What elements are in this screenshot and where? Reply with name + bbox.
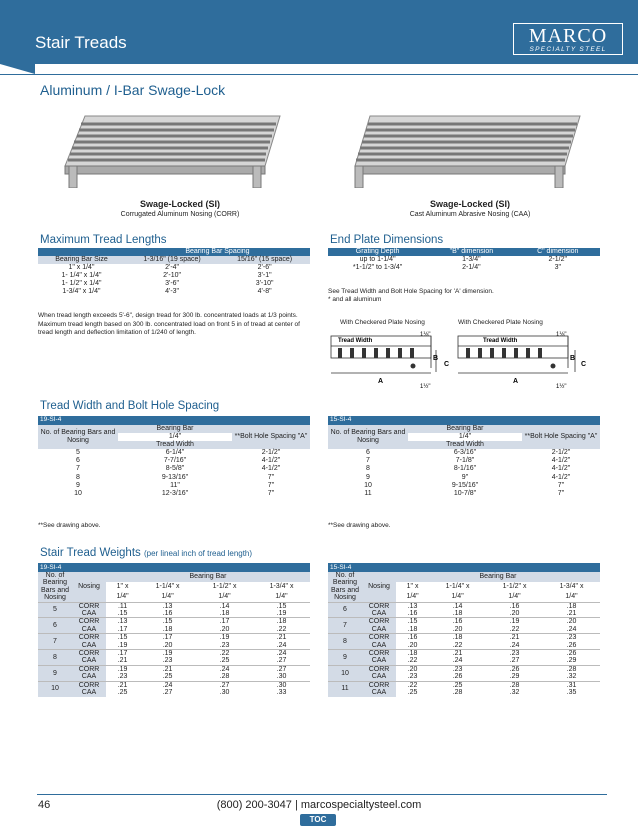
table-row: 6 CORR .13 .14 .16 .18: [328, 602, 600, 610]
b-label-2: B: [570, 355, 576, 362]
page-title: Stair Treads: [35, 33, 127, 52]
max-lengths-note: When tread length exceeds 5'-6", design tread for 300 lb. concentrated loads at 1/3 points. Maximum tread length based on 300 lb. concentrated load on front 5 in of tread at center of tread length and deflection limitation of 1/240 of length.: [38, 312, 300, 336]
tread-width-label-2: Tread Width: [483, 338, 518, 344]
product-desc-1: Corrugated Aluminum Nosing (CORR): [120, 211, 240, 218]
a-label-1: A: [378, 378, 384, 385]
table-row: 9 9" 4-1/2": [366, 473, 571, 481]
weights-title: Stair Tread Weights (per lineal inch of tread length): [40, 547, 253, 559]
page-number: 46: [38, 799, 51, 811]
c-label-1: C: [444, 361, 450, 368]
toc-button[interactable]: TOC: [300, 814, 336, 826]
tread-width-note-1: **See drawing above.: [38, 522, 101, 529]
end-plate-title: End Plate Dimensions: [330, 234, 444, 246]
table-row: 8 CORR .17 .19 .22 .24: [38, 650, 310, 658]
table-row: *1-1/2" to 1-3/4" 2-1/4" 3": [352, 264, 561, 272]
b-label-1: B: [433, 355, 439, 362]
c-label-2: C: [581, 361, 587, 368]
table-row: CAA .17 .18 .20 .22: [38, 626, 310, 634]
table-row: 9 CORR .18 .21 .23 .26: [328, 650, 600, 658]
table-row: 6 CORR .13 .15 .17 .18: [38, 618, 310, 626]
product-desc-2: Cast Aluminum Abrasive Nosing (CAA): [409, 211, 531, 218]
table-row: 7 8-5/8" 4-1/2": [76, 465, 281, 473]
section-subtitle: Aluminum / I-Bar Swage-Lock: [40, 82, 226, 98]
dim-top-2: 1⅛": [556, 332, 567, 338]
table-row: 8 CORR .16 .18 .21 .23: [328, 634, 600, 642]
end-plate-table: Grating Depth "B" dimension C" dimension up to 1-1/4" 1-3/4" 2-1/2" *1-1/2" to 1-3/4" 2-1/4" 3": [328, 248, 600, 272]
dim-bottom-2: 1½": [556, 384, 567, 390]
table-row: 5 6-1/4" 2-1/2": [76, 449, 281, 457]
tread-width-note-2: **See drawing above.: [328, 522, 391, 529]
weights-table: 15-SI-4 No. of Bearing Bars and Nosing Nosing Bearing Bar 1" x 1-1/4" x 1-1/2" x 1-3/4" x 1/4" 1/4" 1/4" 1/4" 6 CORR .13 .14 .16 .18 CAA .16 .18 .20 .21 7 CORR .15 .16 .19 .20 CAA .18 .20 .22 .24 8 CORR .16 .18 .21 .23 CAA .20 .22 .24 .26 9 CORR .18 .21 .23 .26 CAA .22 .24 .27 .29 10 CORR .20 .23 .26 .28 CAA .23 .26 .29 .32 11 CORR .22 .25 .28 .31 CAA .25 .28 .32 .35: [328, 563, 600, 697]
table-row: 6 6-3/16" 2-1/2": [366, 449, 571, 457]
product-name-1: Swage-Locked (SI): [139, 199, 220, 209]
table-row: CAA .23 .26 .29 .32: [328, 673, 600, 681]
end-plate-note-2: * and all aluminum: [328, 296, 382, 303]
table-row: 9 CORR .19 .21 .24 .27: [38, 665, 310, 673]
table-row: CAA .23 .25 .28 .30: [38, 673, 310, 681]
marco-logo: MARCO SPECIALTY STEEL: [513, 23, 623, 55]
table-row: 1-3/4" x 1/4" 4'-3" 4'-8": [62, 288, 272, 296]
header-rule: [0, 74, 638, 75]
table-row: 9 11" 7": [76, 481, 275, 489]
product-name-2: Swage-Locked (SI): [429, 199, 510, 209]
end-plate-drawing: [328, 328, 608, 396]
drawing-label-1: With Checkered Plate Nosing: [340, 319, 425, 326]
header-accent: [0, 64, 35, 74]
table-row: 7 7-1/8" 4-1/2": [366, 457, 571, 465]
table-row: CAA .18 .20 .22 .24: [328, 626, 600, 634]
table-row: 8 8-1/16" 4-1/2": [366, 465, 571, 473]
product-image-corr: [55, 108, 295, 188]
tread-width-table-15: 15-SI-4 No. of Bearing Bars and Nosing Bearing Bar **Bolt Hole Spacing "A" 1/4" Tread Width 6 6-3/16" 2-1/2" 7 7-1/8" 4-1/2" 8 8-1/16" 4-1/2" 9 9" 4-1/2" 10 9-15/16" 7" 11 10-7/8" 7": [328, 416, 600, 498]
tread-width-title: Tread Width and Bolt Hole Spacing: [40, 400, 220, 412]
tread-width-table-19: 19-SI-4 No. of Bearing Bars and Nosing Bearing Bar **Bolt Hole Spacing "A" 1/4" Tread Width 5 6-1/4" 2-1/2" 6 7-7/16" 4-1/2" 7 8-5/8" 4-1/2" 8 9-13/16" 7" 9 11" 7" 10 12-3/16" 7": [38, 416, 310, 498]
product-image-caa: [345, 108, 585, 188]
table-row: CAA .21 .23 .25 .27: [38, 657, 310, 665]
table-row: 5 CORR .11 .13 .14 .15: [38, 602, 310, 610]
weights-table: 19-SI-4 No. of Bearing Bars and Nosing Nosing Bearing Bar 1" x 1-1/4" x 1-1/2" x 1-3/4" x 1/4" 1/4" 1/4" 1/4" 5 CORR .11 .13 .14 .15 CAA .15 .16 .18 .19 6 CORR .13 .15 .17 .18 CAA .17 .18 .20 .22 7 CORR .15 .17 .19 .21 CAA .19 .20 .23 .24 8 CORR .17 .19 .22 .24 CAA .21 .23 .25 .27 9 CORR .19 .21 .24 .27 CAA .23 .25 .28 .30 10 CORR .21 .24 .27 .30 CAA .25 .27 .30 .33: [38, 563, 310, 697]
max-lengths-title: Maximum Tread Lengths: [40, 234, 167, 246]
table-row: 7 CORR .15 .16 .19 .20: [328, 618, 600, 626]
dim-bottom-1: 1½": [420, 384, 431, 390]
table-row: 1- 1/2" x 1/4" 3'-6" 3'-10": [61, 280, 274, 288]
table-row: 8 9-13/16" 7": [76, 473, 275, 481]
table-row: 7 CORR .15 .17 .19 .21: [38, 634, 310, 642]
table-row: CAA .22 .24 .27 .29: [328, 657, 600, 665]
max-lengths-table: Bearing Bar Spacing Bearing Bar Size 1-3/16" (19 space) 15/16" (15 space) 1" x 1/4" 2'-4" 2'-6" 1- 1/4" x 1/4" 2'-10" 3'-1" 1- 1/2" x 1/4" 3'-6" 3'-10" 1-3/4" x 1/4" 4'-3" 4'-8": [38, 248, 310, 297]
a-label-2: A: [513, 378, 519, 385]
table-row: up to 1-1/4" 1-3/4" 2-1/2": [359, 256, 567, 264]
table-row: 1- 1/4" x 1/4" 2'-10" 3'-1": [61, 272, 272, 280]
table-row: 6 7-7/16" 4-1/2": [76, 457, 281, 465]
table-row: CAA .19 .20 .23 .24: [38, 642, 310, 650]
table-row: 10 CORR .21 .24 .27 .30: [38, 681, 310, 689]
table-row: CAA .15 .16 .18 .19: [38, 610, 310, 618]
end-plate-note-1: See Tread Width and Bolt Hole Spacing for 'A' dimension.: [328, 288, 494, 295]
table-row: CAA .16 .18 .20 .21: [328, 610, 600, 618]
tread-width-label-1: Tread Width: [338, 338, 373, 344]
table-row: 10 9-15/16" 7": [364, 481, 565, 489]
table-row: 11 10-7/8" 7": [364, 489, 565, 497]
table-row: 10 CORR .20 .23 .26 .28: [328, 665, 600, 673]
table-row: CAA .20 .22 .24 .26: [328, 642, 600, 650]
footer-contact: (800) 200-3047 | marcospecialtysteel.com: [216, 799, 422, 811]
table-row: 1" x 1/4" 2'-4" 2'-6": [68, 264, 272, 272]
drawing-label-2: With Checkered Plate Nosing: [458, 319, 543, 326]
table-row: CAA .25 .28 .32 .35: [328, 689, 600, 696]
footer-rule: [37, 794, 607, 795]
table-row: 11 CORR .22 .25 .28 .31: [328, 681, 600, 689]
table-row: 10 12-3/16" 7": [74, 489, 275, 497]
table-row: CAA .25 .27 .30 .33: [38, 689, 310, 696]
dim-top-1: 1⅛": [420, 332, 431, 338]
